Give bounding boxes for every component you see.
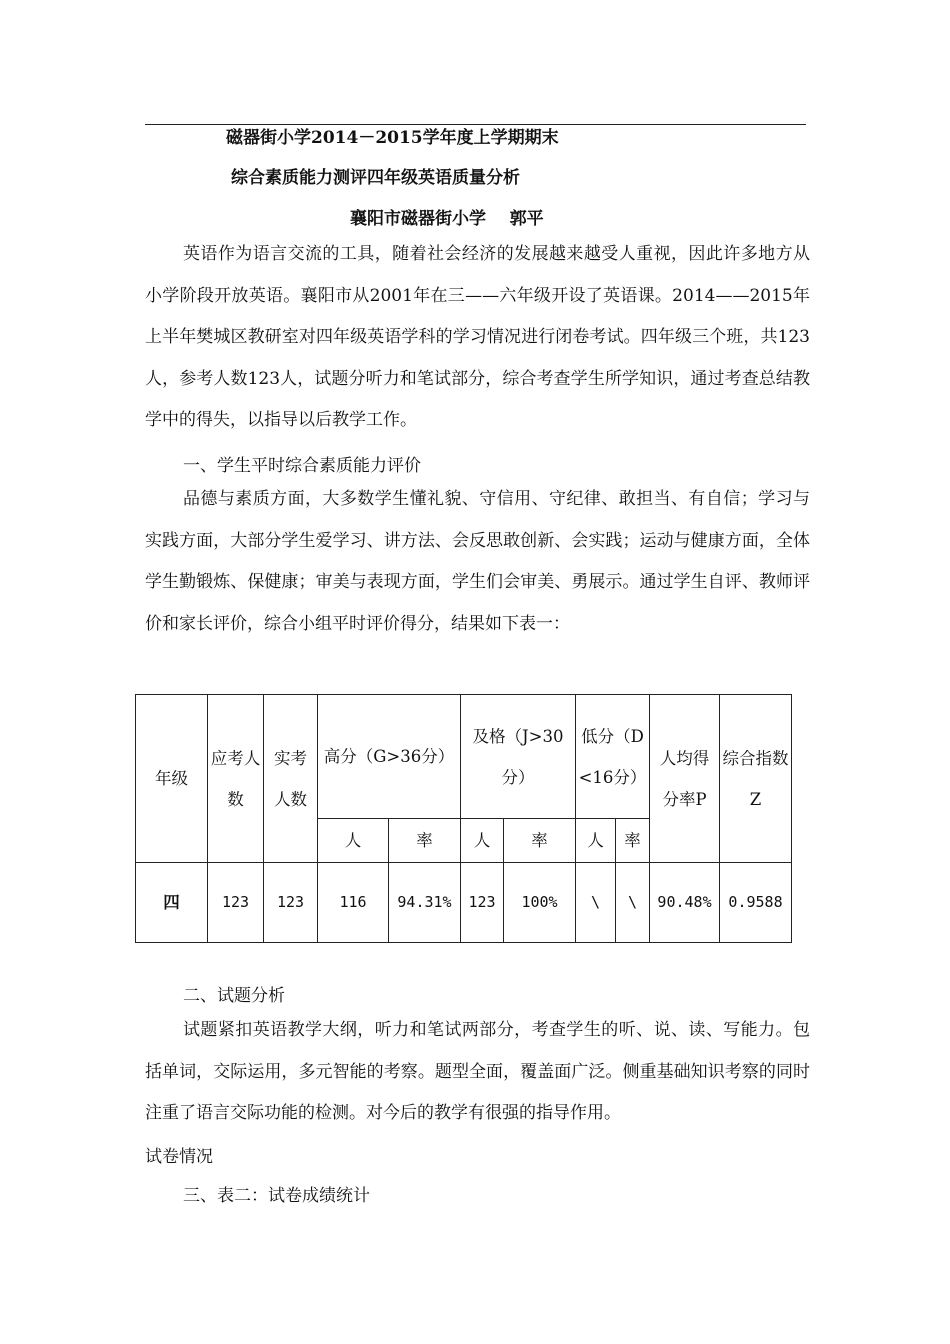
cell-avg: 90.48%	[650, 863, 720, 943]
cell-low-rate: \	[616, 863, 650, 943]
paper-label: 试卷情况	[145, 1147, 213, 1167]
header-low: 低分（D<16分）	[576, 695, 650, 819]
header-grade: 年级	[136, 695, 208, 863]
intro-paragraph: 英语作为语言交流的工具，随着社会经济的发展越来越受人重视，因此许多地方从小学阶段开放英语。襄阳市从2001年在三——六年级开设了英语课。2014——2015年上半年樊城区教研室对四年级英语学科的学习情况进行闭卷考试。四年级三个班，共123人，参考人数123人，试题分听力和笔试部分，综合考查学生所学知识，通过考查总结教学中的得失，以指导以后教学工作。	[145, 244, 810, 430]
header-high: 高分（G>36分）	[318, 695, 461, 819]
cell-grade: 四	[136, 863, 208, 943]
cell-pass-rate: 100%	[504, 863, 576, 943]
subheader-high-rate: 率	[389, 819, 461, 863]
cell-pass-people: 123	[461, 863, 504, 943]
header-actual: 实考人数	[264, 695, 318, 863]
subheader-high-people: 人	[318, 819, 389, 863]
cell-low-people: \	[576, 863, 616, 943]
cell-high-people: 116	[318, 863, 389, 943]
header-pass: 及格（J>30分）	[461, 695, 576, 819]
title-line2: 综合素质能力测评四年级英语质量分析	[231, 168, 520, 188]
header-expected: 应考人数	[208, 695, 264, 863]
cell-high-rate: 94.31%	[389, 863, 461, 943]
subheader-low-people: 人	[576, 819, 616, 863]
subheader-pass-people: 人	[461, 819, 504, 863]
header-rule	[145, 124, 806, 125]
section3-heading: 三、表二：试卷成绩统计	[183, 1186, 370, 1206]
section1-heading: 一、学生平时综合素质能力评价	[183, 456, 421, 476]
section1-paragraph: 品德与素质方面，大多数学生懂礼貌、守信用、守纪律、敢担当、有自信；学习与实践方面，大部分学生爱学习、讲方法、会反思敢创新、会实践；运动与健康方面，全体学生勤锻炼、保健康；审美与表现方面，学生们会审美、勇展示。通过学生自评、教师评价和家长评价，综合小组平时评价得分，结果如下表一：	[145, 489, 810, 634]
header-index: 综合指数Z	[720, 695, 792, 863]
author-line: 襄阳市磁器街小学 郭平	[350, 209, 544, 229]
section2-paragraph: 试题紧扣英语教学大纲，听力和笔试两部分，考查学生的听、说、读、写能力。包括单词，交际运用，多元智能的考察。题型全面，覆盖面广泛。侧重基础知识考察的同时注重了语言交际功能的检测。对今后的教学有很强的指导作用。	[145, 1020, 810, 1123]
header-avg: 人均得分率P	[650, 695, 720, 863]
cell-expected: 123	[208, 863, 264, 943]
title-line1: 磁器街小学2014－2015学年度上学期期末	[226, 128, 559, 148]
subheader-low-rate: 率	[616, 819, 650, 863]
cell-index: 0.9588	[720, 863, 792, 943]
subheader-pass-rate: 率	[504, 819, 576, 863]
score-table	[135, 694, 792, 943]
cell-actual: 123	[264, 863, 318, 943]
section2-heading: 二、试题分析	[183, 986, 285, 1006]
